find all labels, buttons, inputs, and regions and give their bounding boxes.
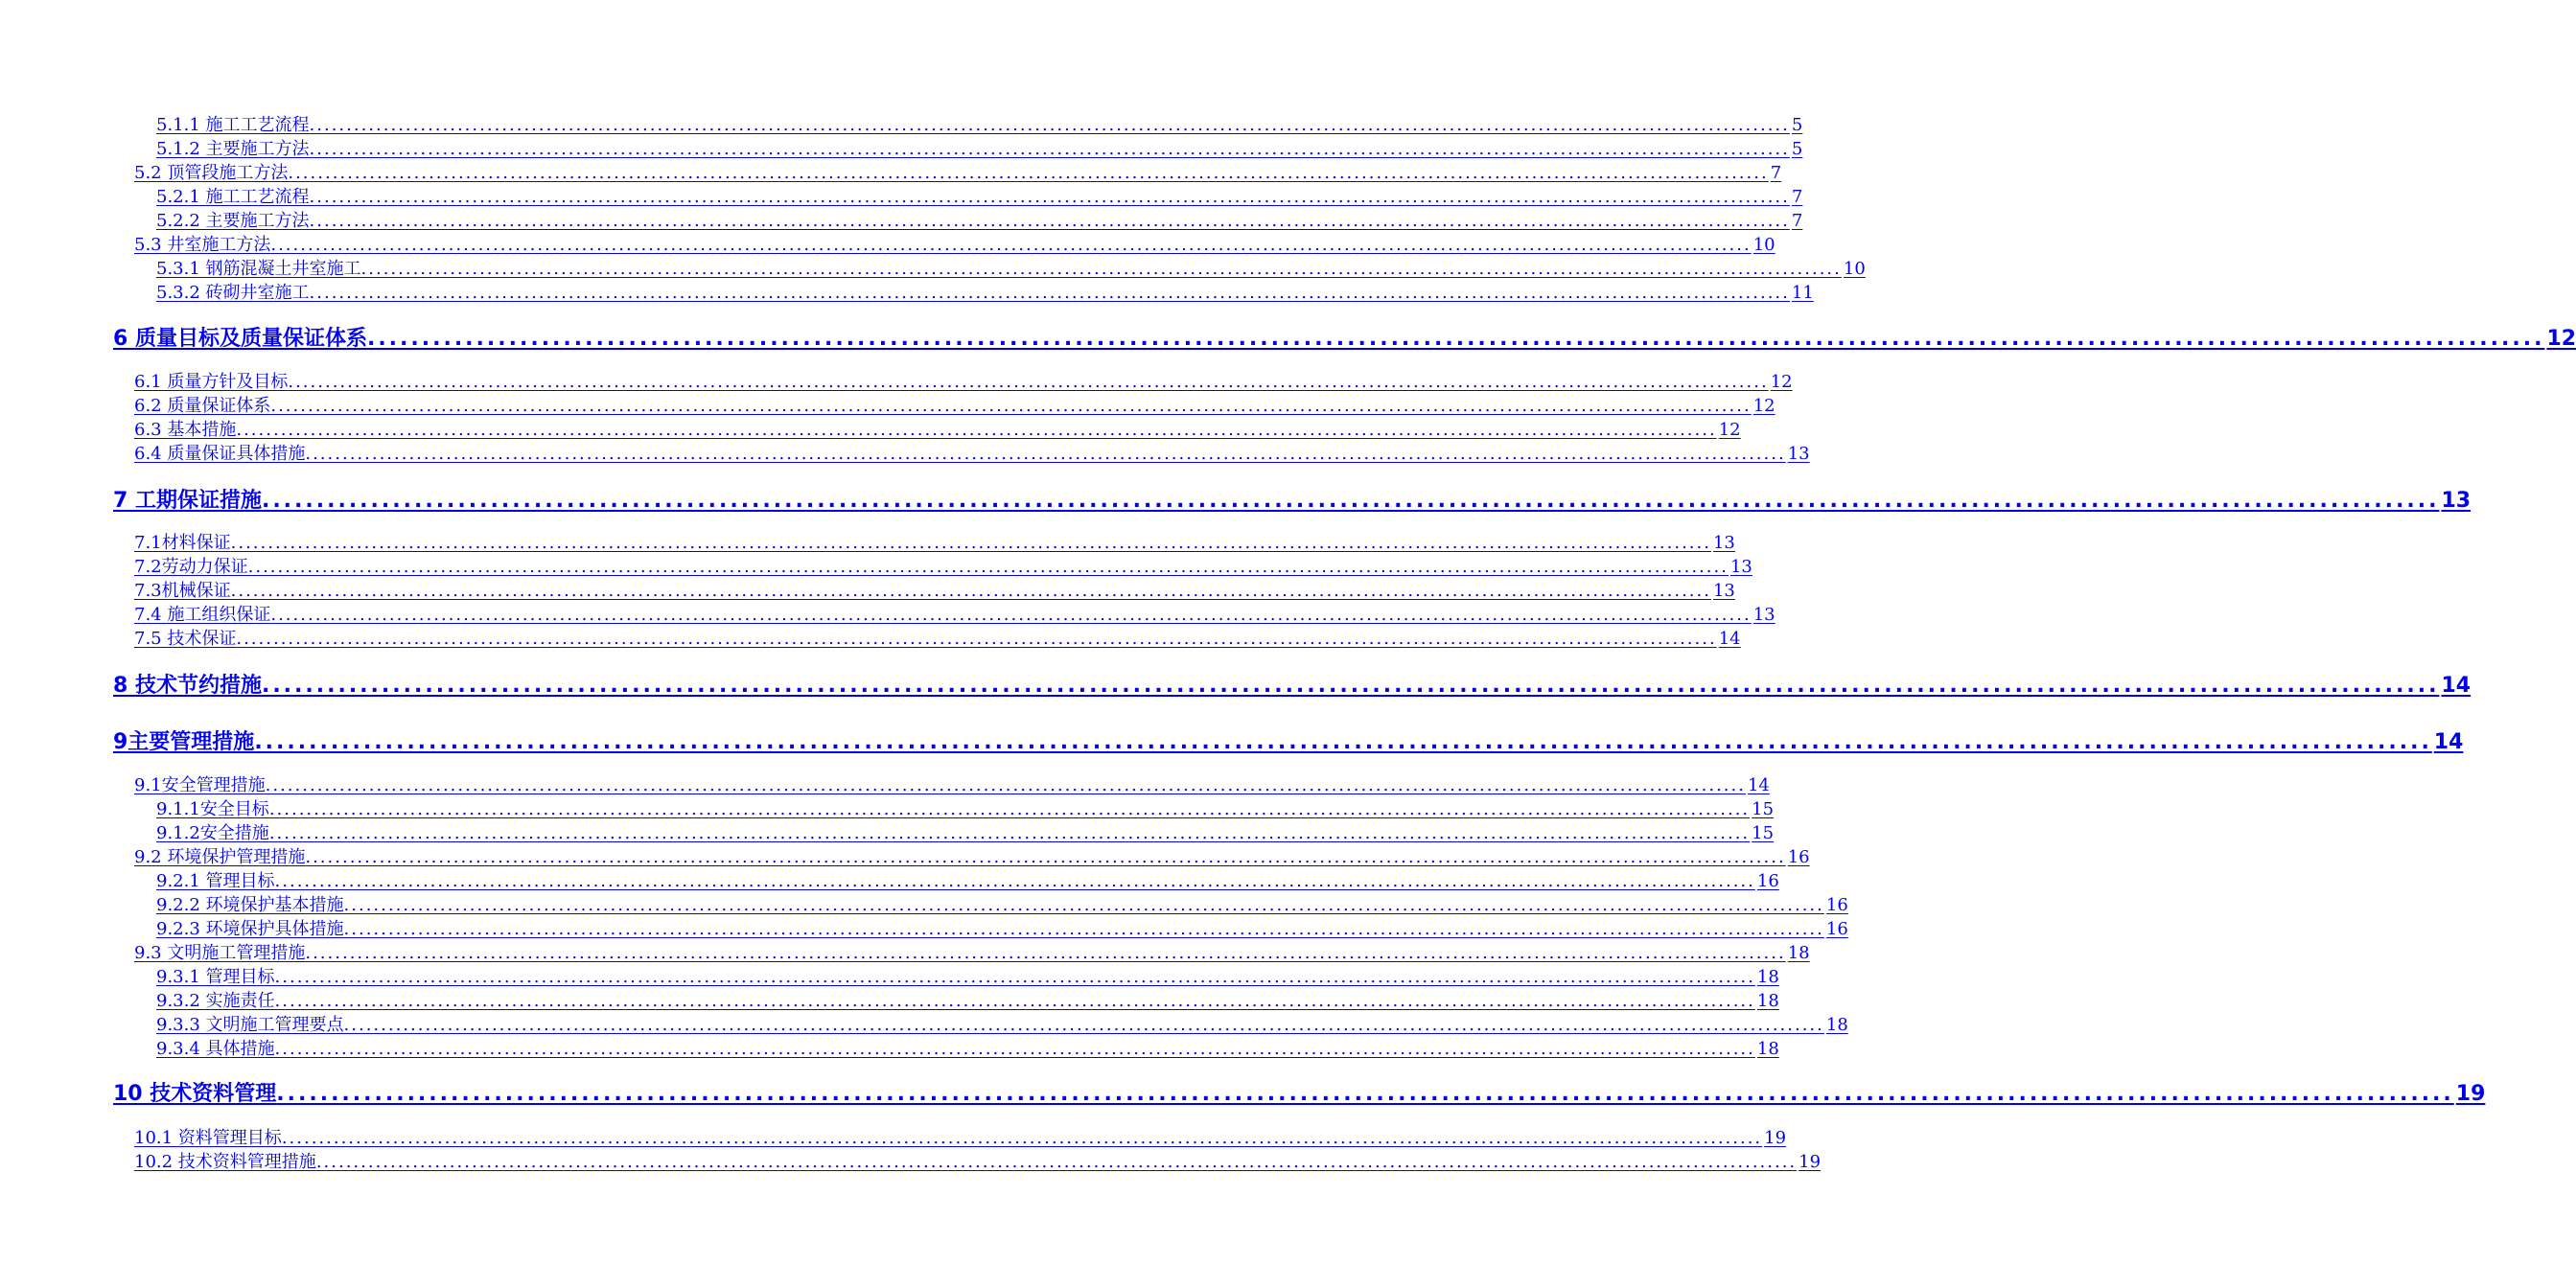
toc-entry[interactable]	[134, 771, 1770, 795]
toc-entry-page-number: 14	[1747, 775, 1770, 795]
toc-entry-title: 5.1.2 主要施工方法	[156, 139, 310, 159]
toc-entry[interactable]	[134, 577, 1735, 601]
toc-leader-dots: ........................................................................................................................................................................................................	[309, 187, 1790, 207]
toc-entry-title: 9.2 环境保护管理措施	[134, 847, 306, 867]
toc-leader-dots: ........................................................................................................................................................................................................	[247, 557, 1729, 577]
toc-entry[interactable]	[134, 553, 1752, 577]
toc-entry[interactable]	[156, 891, 1848, 915]
toc-entry-page-number: 14	[1718, 629, 1741, 649]
toc-entry-title: 10.1 资料管理目标	[134, 1128, 282, 1148]
toc-entry-title: 6 质量目标及质量保证体系	[113, 327, 367, 351]
toc-entry-page-number: 19	[1799, 1152, 1822, 1172]
toc-entry[interactable]	[156, 1035, 1779, 1059]
toc-entry-page-number: 10	[1843, 259, 1866, 279]
toc-entry[interactable]	[134, 392, 1775, 416]
toc-leader-dots: ........................................................................................................................................................................................................	[281, 1128, 1763, 1148]
toc-entry[interactable]	[113, 669, 2472, 698]
toc-entry-title: 5.2.2 主要施工方法	[156, 211, 310, 231]
toc-leader-dots: ........................................................................................................................................................................................................	[274, 871, 1755, 891]
toc-entry-page-number: 13	[1712, 533, 1735, 553]
toc-entry-page-number: 7	[1791, 211, 1803, 231]
toc-entry-title: 9.3.4 具体措施	[156, 1039, 275, 1059]
toc-entry-page-number: 19	[2455, 1082, 2486, 1106]
toc-entry-title: 9.2.1 管理目标	[156, 871, 275, 891]
toc-leader-dots: ........................................................................................................................................................................................................	[309, 115, 1790, 135]
toc-entry-page-number: 18	[1787, 943, 1810, 963]
toc-leader-dots: ........................................................................................................................................................................................................	[309, 139, 1790, 159]
toc-entry[interactable]	[156, 135, 1803, 159]
toc-entry[interactable]	[156, 207, 1803, 231]
toc-entry-title: 5.3 井室施工方法	[134, 235, 271, 255]
toc-entry[interactable]	[156, 1011, 1848, 1035]
toc-entry-page-number: 14	[2441, 674, 2472, 698]
toc-entry-title: 9主要管理措施	[113, 730, 255, 754]
toc-entry-page-number: 16	[1756, 871, 1779, 891]
toc-leader-dots: ........................................................................................................................................................................................................	[360, 259, 1842, 279]
toc-entry-page-number: 18	[1756, 1039, 1779, 1059]
toc-entry[interactable]	[134, 1124, 1787, 1148]
toc-entry-page-number: 10	[1752, 235, 1775, 255]
toc-entry[interactable]	[134, 416, 1741, 440]
toc-entry[interactable]	[156, 183, 1803, 207]
toc-entry-title: 6.1 质量方针及目标	[134, 372, 289, 392]
toc-entry-title: 5.2.1 施工工艺流程	[156, 187, 310, 207]
toc-leader-dots: ........................................................................................................................................................................................................	[236, 629, 1717, 649]
toc-leader-dots: ........................................................................................................................................................................................................	[268, 799, 1751, 819]
toc-entry-page-number: 12	[1752, 396, 1775, 416]
toc-entry[interactable]	[134, 843, 1810, 867]
toc-leader-dots: ........................................................................................................................................................................................................	[288, 163, 1769, 183]
toc-entry-title: 9.2.2 环境保护基本措施	[156, 895, 344, 915]
toc-entry-title: 7.1材料保证	[134, 533, 231, 553]
toc-leader-dots: ........................................................................................................................................................................................................	[270, 396, 1752, 416]
toc-leader-dots: ........................................................................................................................................................................................................	[254, 730, 2432, 754]
toc-entry-page-number: 12	[1718, 420, 1741, 440]
toc-leader-dots: ........................................................................................................................................................................................................	[265, 775, 1746, 795]
toc-leader-dots: ........................................................................................................................................................................................................	[230, 581, 1711, 601]
toc-entry-page-number: 13	[1787, 444, 1810, 464]
toc-entry-page-number: 5	[1791, 139, 1803, 159]
toc-entry[interactable]	[113, 322, 2576, 351]
toc-entry-title: 6.2 质量保证体系	[134, 396, 271, 416]
toc-leader-dots: ........................................................................................................................................................................................................	[230, 533, 1711, 553]
toc-entry[interactable]	[113, 484, 2472, 513]
toc-leader-dots: ........................................................................................................................................................................................................	[305, 943, 1786, 963]
toc-entry-page-number: 12	[1770, 372, 1793, 392]
toc-leader-dots: ........................................................................................................................................................................................................	[309, 211, 1790, 231]
toc-entry-title: 9.1安全管理措施	[134, 775, 266, 795]
toc-entry-title: 9.2.3 环境保护具体措施	[156, 919, 344, 939]
toc-entry[interactable]	[134, 939, 1810, 963]
toc-entry-title: 5.1.1 施工工艺流程	[156, 115, 310, 135]
toc-leader-dots: ........................................................................................................................................................................................................	[268, 823, 1751, 843]
toc-entry[interactable]	[113, 1077, 2486, 1106]
toc-entry[interactable]	[134, 625, 1741, 649]
toc-leader-dots: ........................................................................................................................................................................................................	[343, 1015, 1824, 1035]
toc-entry-title: 5.2 顶管段施工方法	[134, 163, 289, 183]
toc-entry-page-number: 15	[1752, 823, 1775, 843]
toc-leader-dots: ........................................................................................................................................................................................................	[276, 1082, 2454, 1106]
toc-leader-dots: ........................................................................................................................................................................................................	[343, 919, 1824, 939]
toc-entry[interactable]	[134, 368, 1793, 392]
toc-entry-page-number: 13	[1752, 605, 1775, 625]
toc-leader-dots: ........................................................................................................................................................................................................	[261, 674, 2440, 698]
toc-entry[interactable]	[156, 915, 1848, 939]
toc-entry-page-number: 13	[1712, 581, 1735, 601]
toc-entry-title: 8 技术节约措施	[113, 674, 262, 698]
toc-entry[interactable]	[113, 725, 2464, 754]
toc-leader-dots: ........................................................................................................................................................................................................	[274, 967, 1755, 987]
toc-leader-dots: ........................................................................................................................................................................................................	[261, 489, 2440, 513]
toc-entry-title: 10.2 技术资料管理措施	[134, 1152, 316, 1172]
toc-entry-page-number: 12	[2546, 327, 2576, 351]
toc-entry-title: 5.3.2 砖砌井室施工	[156, 283, 310, 303]
toc-leader-dots: ........................................................................................................................................................................................................	[309, 283, 1790, 303]
toc-entry-page-number: 18	[1756, 991, 1779, 1011]
toc-entry-page-number: 15	[1752, 799, 1775, 819]
toc-entry-title: 7.2劳动力保证	[134, 557, 248, 577]
toc-entry[interactable]	[156, 111, 1803, 135]
toc-entry[interactable]	[156, 867, 1779, 891]
toc-entry-title: 9.3.3 文明施工管理要点	[156, 1015, 344, 1035]
toc-entry-page-number: 14	[2433, 730, 2464, 754]
toc-entry-page-number: 18	[1825, 1015, 1848, 1035]
toc-entry-page-number: 16	[1787, 847, 1810, 867]
toc-entry[interactable]	[134, 529, 1735, 553]
toc-entry[interactable]	[156, 255, 1866, 279]
toc-entry[interactable]	[134, 159, 1782, 183]
toc-entry-title: 9.3.1 管理目标	[156, 967, 275, 987]
toc-entry-title: 5.3.1 钢筋混凝土井室施工	[156, 259, 361, 279]
toc-entry[interactable]	[134, 231, 1775, 255]
toc-entry[interactable]	[134, 440, 1810, 464]
toc-entry-page-number: 19	[1764, 1128, 1787, 1148]
toc-entry-title: 7 工期保证措施	[113, 489, 262, 513]
toc-leader-dots: ........................................................................................................................................................................................................	[270, 605, 1752, 625]
toc-leader-dots: ........................................................................................................................................................................................................	[315, 1152, 1798, 1172]
toc-entry[interactable]	[156, 795, 1775, 819]
toc-entry[interactable]	[156, 819, 1775, 843]
toc-entry-title: 9.3.2 实施责任	[156, 991, 275, 1011]
toc-entry-title: 7.4 施工组织保证	[134, 605, 271, 625]
toc-leader-dots: ........................................................................................................................................................................................................	[288, 372, 1769, 392]
toc-entry-title: 7.5 技术保证	[134, 629, 237, 649]
toc-leader-dots: ........................................................................................................................................................................................................	[274, 1039, 1755, 1059]
toc-entry[interactable]	[134, 601, 1775, 625]
toc-entry-page-number: 7	[1770, 163, 1782, 183]
toc-entry-page-number: 16	[1825, 895, 1848, 915]
toc-entry[interactable]	[156, 987, 1779, 1011]
toc-entry-title: 9.1.2安全措施	[156, 823, 269, 843]
toc-leader-dots: ........................................................................................................................................................................................................	[366, 327, 2545, 351]
toc-entry-title: 9.1.1安全目标	[156, 799, 269, 819]
toc-entry[interactable]	[156, 279, 1814, 303]
toc-entry-title: 6.4 质量保证具体措施	[134, 444, 306, 464]
toc-entry-page-number: 5	[1791, 115, 1803, 135]
toc-entry[interactable]	[134, 1148, 1822, 1172]
toc-entry-page-number: 7	[1791, 187, 1803, 207]
toc-entry-page-number: 16	[1825, 919, 1848, 939]
toc-leader-dots: ........................................................................................................................................................................................................	[305, 444, 1786, 464]
toc-entry-page-number: 11	[1791, 283, 1814, 303]
toc-entry-title: 9.3 文明施工管理措施	[134, 943, 306, 963]
toc-leader-dots: ........................................................................................................................................................................................................	[270, 235, 1752, 255]
toc-entry-page-number: 18	[1756, 967, 1779, 987]
toc-entry-page-number: 13	[2441, 489, 2472, 513]
toc-leader-dots: ........................................................................................................................................................................................................	[305, 847, 1786, 867]
toc-leader-dots: ........................................................................................................................................................................................................	[236, 420, 1717, 440]
toc-entry[interactable]	[156, 963, 1779, 987]
toc-leader-dots: ........................................................................................................................................................................................................	[343, 895, 1824, 915]
toc-entry-title: 10 技术资料管理	[113, 1082, 277, 1106]
toc-entry-title: 7.3机械保证	[134, 581, 231, 601]
toc-entry-page-number: 13	[1729, 557, 1752, 577]
toc-entry-title: 6.3 基本措施	[134, 420, 237, 440]
toc-leader-dots: ........................................................................................................................................................................................................	[274, 991, 1755, 1011]
